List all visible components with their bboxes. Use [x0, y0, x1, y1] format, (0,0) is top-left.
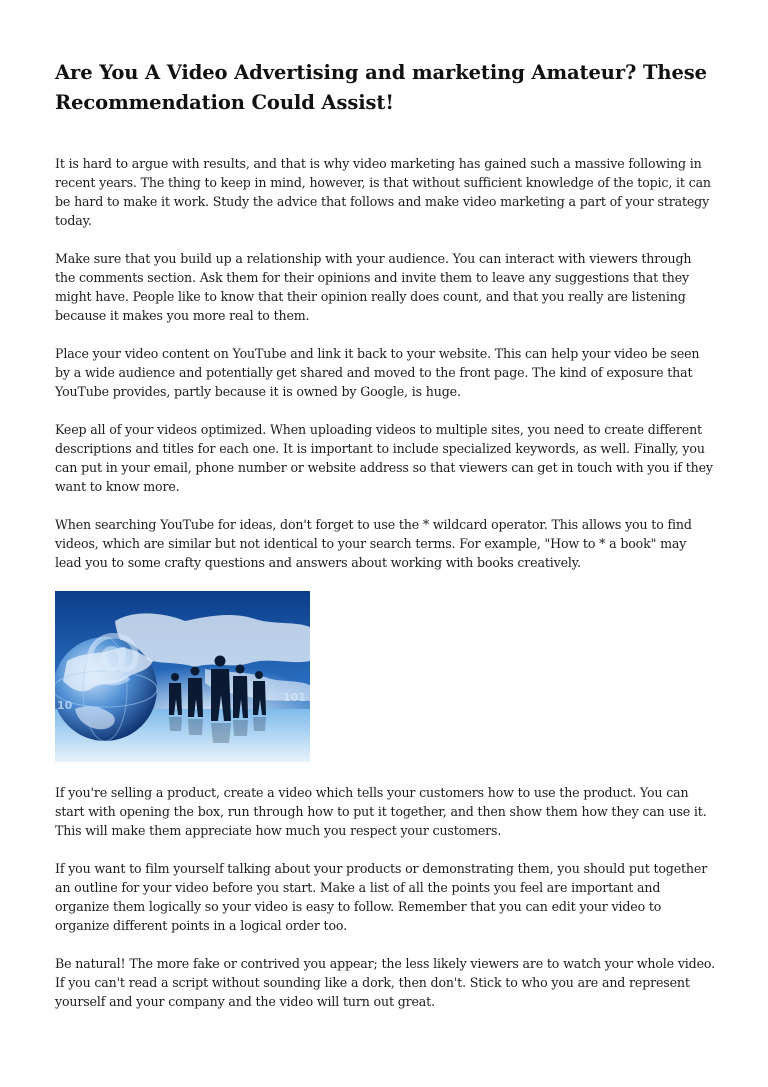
paragraph: When searching YouTube for ideas, don't forget to use the * wildcard operator. This allows you to find videos, which are similar but not identical to your search terms. For example, "How to * a book" may lead you to some crafty questions and answers about working with books creatively.	[55, 517, 692, 570]
paragraph: If you want to film yourself talking about your products or demonstrating them, you should put together an outline for your video before you start. Make a list of all the points you feel are important and organize them logically so your video is easy to follow. Remember that you can edit your video to organize different points in a logical order too.	[55, 861, 708, 933]
paragraph: Make sure that you build up a relationship with your audience. You can interact with viewers through the comments section. Ask them for their opinions and invite them to leave any suggestions that they might have. People like to know that their opinion really does count, and that you really are listening because it makes you more real to them.	[55, 251, 692, 323]
paragraph: Place your video content on YouTube and link it back to your website. This can help your video be seen by a wide audience and potentially get shared and moved to the front page. The kind of exposure that YouTube provides, partly because it is owned by Google, is huge.	[55, 346, 700, 399]
paragraph: It is hard to argue with results, and that is why video marketing has gained such a massive following in recent years. The thing to keep in mind, however, is that without sufficient knowledge of the topic, it can be hard to make it work. Study the advice that follows and make video marketing a part of your strategy today.	[55, 156, 711, 228]
paragraph: Keep all of your videos optimized. When uploading videos to multiple sites, you need to create different descriptions and titles for each one. It is important to include specialized keywords, as well. Finally, you can put in your email, phone number or website address so that viewers can get in touch with you if they want to know more.	[55, 422, 713, 494]
paragraph: If you're selling a product, create a video which tells your customers how to use the product. You can start with opening the box, run through how to put it together, and then show them how they can use it. This will make them appreciate how much you respect your customers.	[55, 785, 707, 838]
article-title: Are You A Video Advertising and marketing Amateur? These Recommendation Could Assist!	[55, 61, 707, 114]
globe-binary-text-right: 101	[283, 691, 306, 704]
article	[55, 58, 715, 1030]
svg-text:@: @	[83, 620, 143, 690]
business-globe-image	[55, 591, 310, 762]
globe-binary-text-left: 10	[57, 699, 73, 712]
paragraph: Be natural! The more fake or contrived you appear; the less likely viewers are to watch your whole video. If you can't read a script without sounding like a dork, then don't. Stick to who you are and represent yourself and your company and the video will turn out great.	[55, 956, 715, 1009]
